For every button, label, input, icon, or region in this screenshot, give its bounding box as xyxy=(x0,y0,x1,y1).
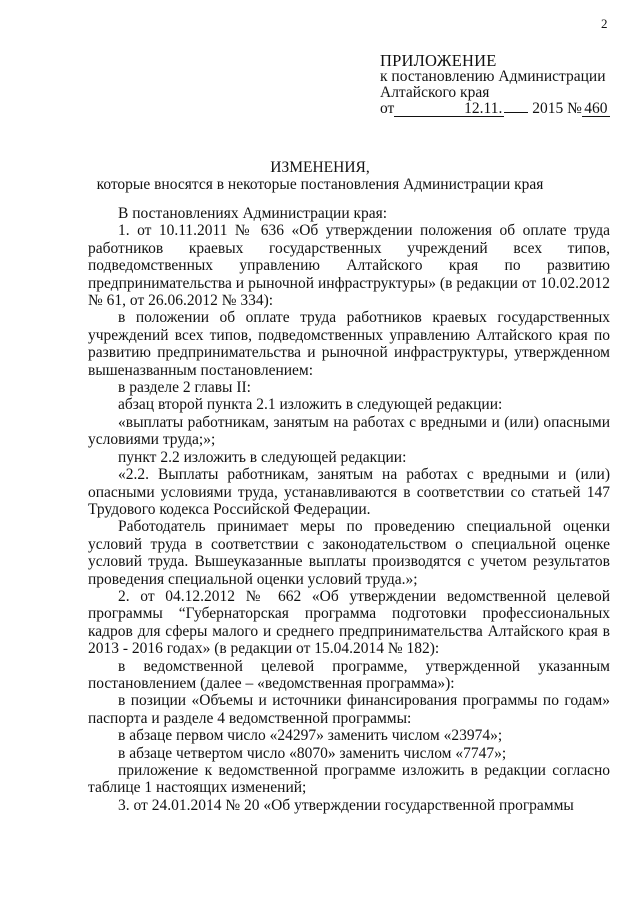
paragraph: в позиции «Объемы и источники финансирования программы по годам» паспорта и разделе 4 ведомственной программы: xyxy=(88,692,610,727)
date-prefix: от xyxy=(380,100,395,117)
document-number: 460 xyxy=(582,102,610,117)
document-body xyxy=(88,205,610,814)
changes-title: ИЗМЕНЕНИЯ, xyxy=(270,159,370,176)
paragraph: в абзаце четвертом число «8070» заменить числом «7747»; xyxy=(118,744,507,762)
appendix-line-1: к постановлению Администрации xyxy=(380,68,606,85)
date-day-month: 12.11. xyxy=(394,102,504,117)
appendix-block xyxy=(380,53,630,117)
paragraph: в абзаце первом число «24297» заменить числом «23974»; xyxy=(118,727,503,745)
changes-subtitle: которые вносятся в некоторые постановления Администрации края xyxy=(96,176,544,193)
page-number: 2 xyxy=(601,16,608,31)
appendix-heading: ПРИЛОЖЕНИЕ xyxy=(380,51,497,70)
number-prefix: № xyxy=(567,100,582,117)
paragraph: В постановлениях Администрации края: xyxy=(118,205,388,222)
paragraph: в разделе 2 главы II: xyxy=(118,379,251,397)
changes-title-block xyxy=(0,159,640,193)
paragraph: 3. от 24.01.2014 № 20 «Об утверждении государственной программы xyxy=(118,796,574,814)
paragraph: в ведомственной целевой программе, утвержденной указанным постановлением (далее – «ведомственная программа»): xyxy=(88,657,610,692)
paragraph: приложение к ведомственной программе изложить в редакции согласно таблице 1 настоящих изменений; xyxy=(88,762,610,797)
paragraph: Работодатель принимает меры по проведению специальной оценки условий труда в соответствии с законодательством о специальной оценке условий труда. Вышеуказанные выплаты производятся с учетом результатов проведения специальной оценки условий труда.»; xyxy=(88,518,610,588)
paragraph: пункт 2.2 изложить в следующей редакции: xyxy=(118,448,407,466)
appendix-date-line xyxy=(380,101,630,117)
paragraph: 2. от 04.12.2012 № 662 «Об утверждении ведомственной целевой программы “Губернаторская программа подготовки профессиональных кадров для сферы малого и среднего предпринимательства Алтайского края в 2013 - 2016 годах» (в редакции от 15.04.2014 № 182): xyxy=(88,587,610,658)
paragraph: абзац второй пункта 2.1 изложить в следующей редакции: xyxy=(118,396,503,414)
paragraph: «выплаты работникам, занятым на работах с вредными и (или) опасными условиями труда;»; xyxy=(88,413,610,449)
paragraph: 1. от 10.11.2011 № 636 «Об утверждении положения об оплате труда работников краевых государственных учреждений всех типов, подведомственных управлению Алтайского края по развитию предпринимательства и рыночной инфраструктуры» (в редакции от 10.02.2012 № 61, от 26.06.2012 № 334): xyxy=(88,222,610,310)
date-year: 2015 xyxy=(532,100,564,117)
date-gap xyxy=(504,112,528,113)
appendix-line-2: Алтайского края xyxy=(380,84,490,101)
paragraph: «2.2. Выплаты работникам, занятым на работах с вредными и (или) опасными условиями труда, устанавливаются в соответствии со статьей 147 Трудового кодекса Российской Федерации. xyxy=(88,466,610,518)
paragraph: в положении об оплате труда работников краевых государственных учреждений всех типов, подведомственных управлению Алтайского края по развитию предпринимательства и рыночной инфраструктуры, утвержденном вышеназванным постановлением: xyxy=(88,309,610,379)
